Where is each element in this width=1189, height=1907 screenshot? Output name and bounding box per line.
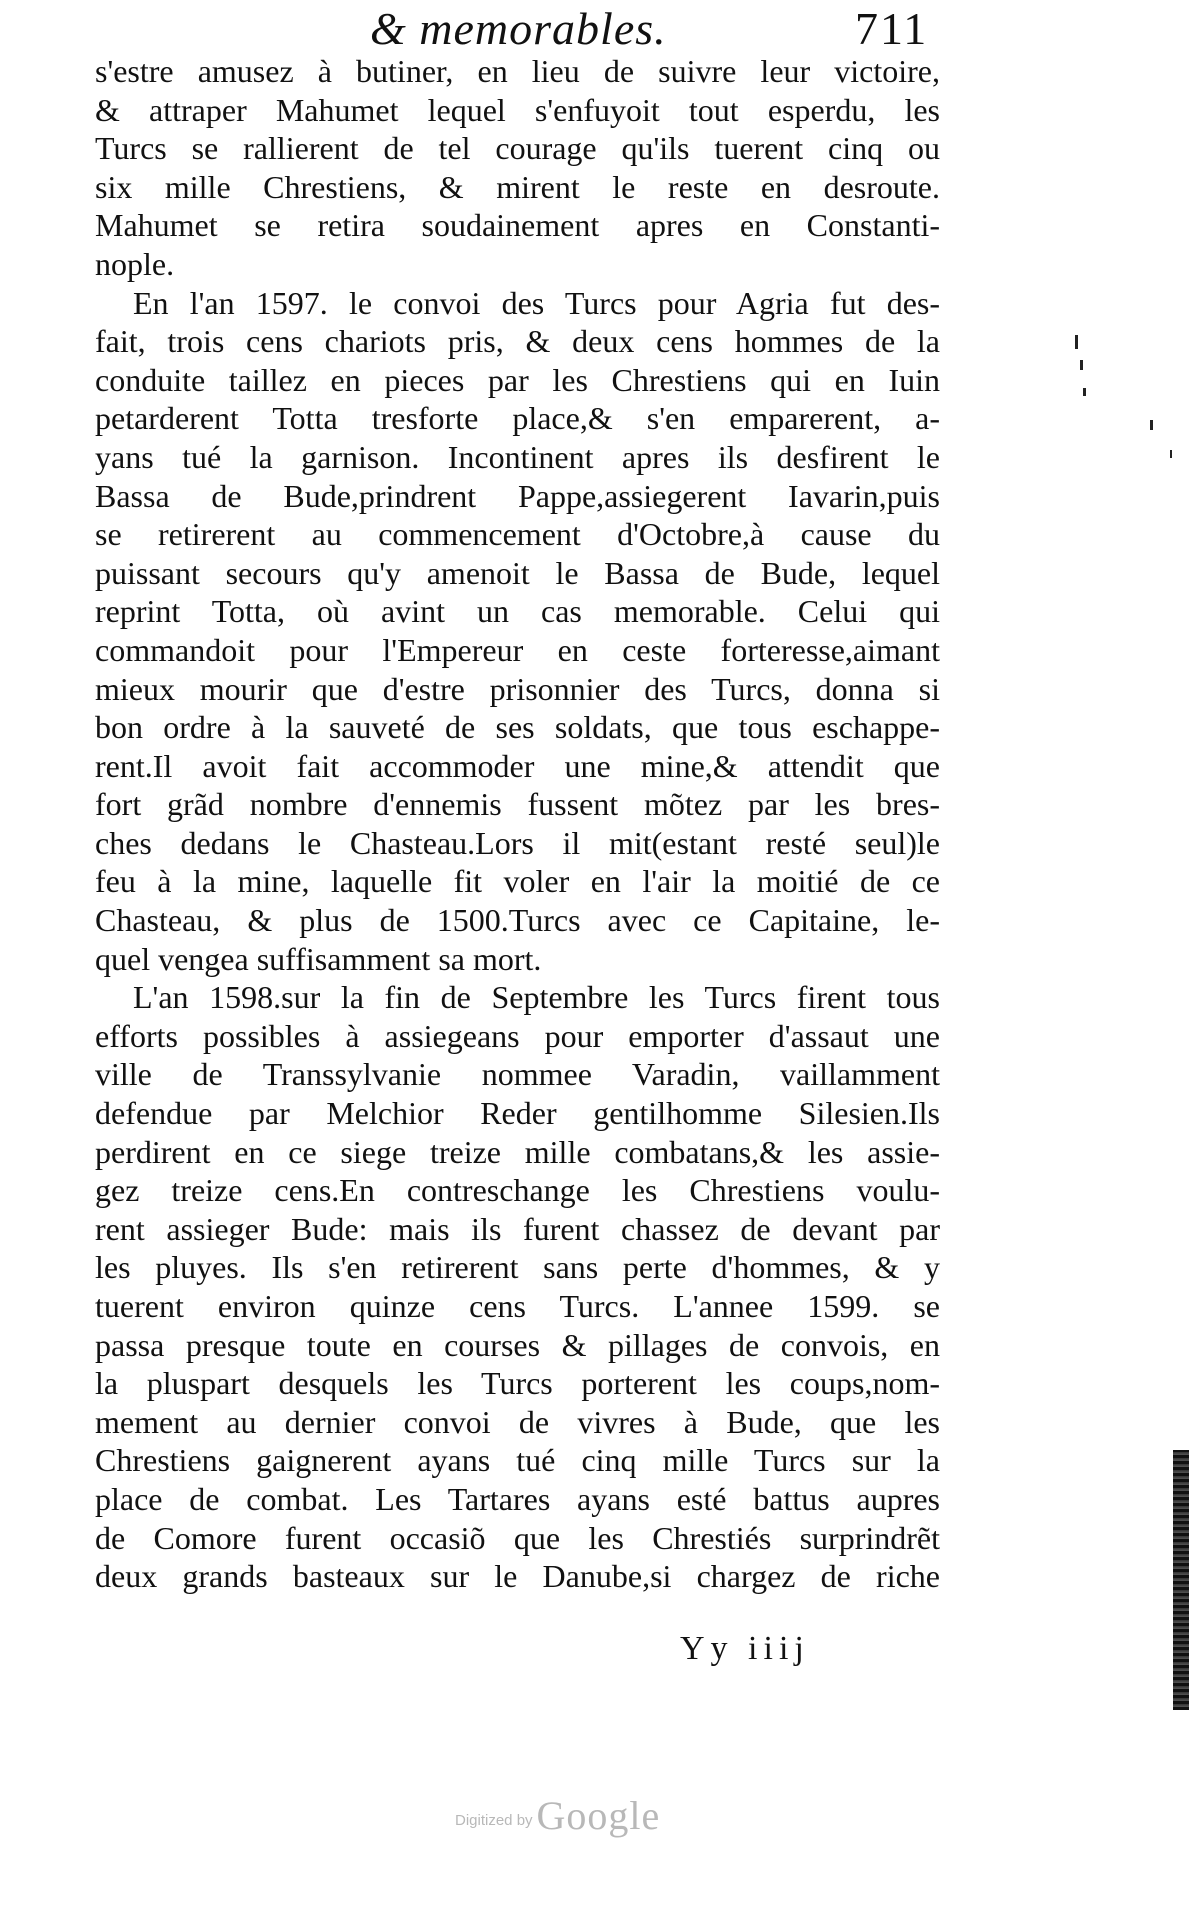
watermark-prefix: Digitized by [455,1812,533,1829]
text-line: quel vengea suffisamment sa mort. [95,940,542,977]
text-line: passa presque toute en courses & pillages de convois, en [95,1326,940,1363]
body-text [95,52,940,1596]
text-line: En l'an 1597. le convoi des Turcs pour Agria fut des- [133,284,940,321]
text-line: fait, trois cens chariots pris, & deux cens hommes de la [95,323,940,360]
signature-mark: Yy iiij [680,1630,810,1667]
text-line: efforts possibles à assiegeans pour emporter d'assaut une [95,1017,940,1054]
text-line: se retirerent au commencement d'Octobre,à cause du [95,516,940,553]
text-line: de Comore furent occasiõ que les Chrestiés surprindrẽt [95,1519,940,1556]
text-line: yans tué la garnison. Incontinent apres ils desfirent le [95,438,940,475]
page-number: 711 [855,3,929,54]
text-line: perdirent en ce siege treize mille combatans,& les assie- [95,1133,940,1170]
text-line: bon ordre à la sauveté de ses soldats, que tous eschappe- [95,709,940,746]
text-line: les pluyes. Ils s'en retirerent sans perte d'hommes, & y [95,1249,940,1286]
text-line: & attraper Mahumet lequel s'enfuyoit tout esperdu, les [95,91,940,128]
text-line: Chasteau, & plus de 1500.Turcs avec ce Capitaine, le- [95,902,940,939]
text-line: ville de Transsylvanie nommee Varadin, vaillamment [95,1056,940,1093]
text-line: nople. [95,245,175,282]
text-line: deux grands basteaux sur le Danube,si chargez de riche [95,1558,940,1595]
text-line: commandoit pour l'Empereur en ceste forteresse,aimant [95,631,940,668]
text-line: puissant secours qu'y amenoit le Bassa de Bude, lequel [95,554,940,591]
text-line: L'an 1598.sur la fin de Septembre les Turcs firent tous [133,979,940,1016]
running-title: & memorables. [370,3,667,54]
text-line: petarderent Totta tresforte place,& s'en emparerent, a- [95,400,940,437]
text-line: gez treize cens.En contreschange les Chrestiens voulu- [95,1172,940,1209]
watermark-brand: Google [536,1793,661,1838]
text-line: ches dedans le Chasteau.Lors il mit(estant resté seul)le [95,824,940,861]
text-line: s'estre amusez à butiner, en lieu de suivre leur victoire, [95,53,940,89]
margin-speck [1150,420,1153,430]
text-line: reprint Totta, où avint un cas memorable. Celui qui [95,593,940,630]
text-line: conduite taillez en pieces par les Chrestiens qui en Iuin [95,361,940,398]
text-line: la pluspart desquels les Turcs porterent les coups,nom- [95,1365,940,1402]
text-line: place de combat. Les Tartares ayans esté battus aupres [95,1480,940,1517]
text-line: rent.Il avoit fait accommoder une mine,& attendit que [95,747,940,784]
text-line: Bassa de Bude,prindrent Pappe,assiegerent Iavarin,puis [95,477,940,514]
text-line: Turcs se rallierent de tel courage qu'ils tuerent cinq ou [95,130,940,167]
margin-speck [1170,450,1172,458]
digitized-watermark [455,1792,660,1839]
margin-speck [1083,388,1086,396]
text-line: Mahumet se retira soudainement apres en Constanti- [95,207,940,244]
text-line: tuerent environ quinze cens Turcs. L'annee 1599. se [95,1288,940,1324]
text-line: six mille Chrestiens, & mirent le reste en desroute. [95,168,940,205]
page-edge-shadow [1173,1450,1189,1710]
text-line: Chrestiens gaignerent ayans tué cinq mille Turcs sur la [95,1442,940,1479]
text-line: mement au dernier convoi de vivres à Bude, que les [95,1403,940,1440]
margin-speck [1080,360,1083,370]
margin-speck [1075,335,1078,349]
text-line: defendue par Melchior Reder gentilhomme Silesien.Ils [95,1095,940,1132]
text-line: rent assieger Bude: mais ils furent chassez de devant par [95,1210,940,1247]
text-line: fort grãd nombre d'ennemis fussent mõtez par les bres- [95,786,940,823]
text-line: feu à la mine, laquelle fit voler en l'air la moitié de ce [95,863,940,900]
text-line: mieux mourir que d'estre prisonnier des Turcs, donna si [95,670,940,707]
